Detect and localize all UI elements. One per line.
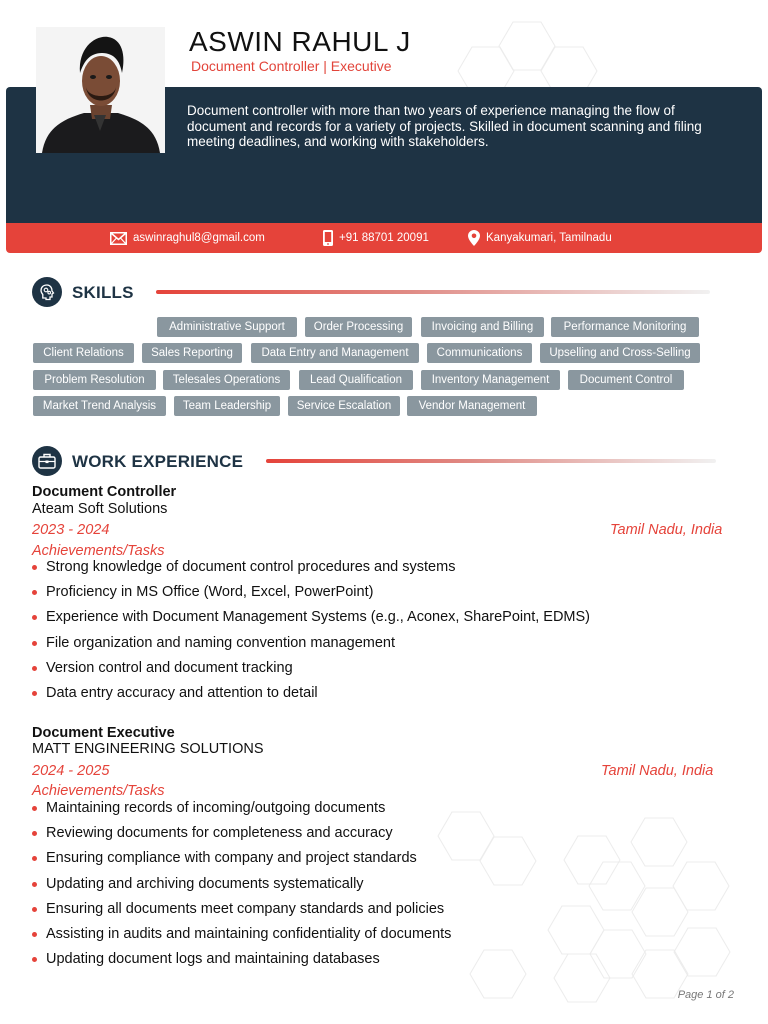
task-text: Ensuring all documents meet company standards and policies [46, 901, 445, 917]
skill-chip: Telesales Operations [163, 370, 290, 390]
bullet-dot [32, 907, 37, 912]
briefcase-icon [32, 446, 62, 476]
task-text: Ensuring compliance with company and project standards [46, 850, 417, 866]
task-item [32, 609, 590, 625]
work-experience-heading: WORK EXPERIENCE [72, 452, 244, 471]
task-text: Assisting in audits and maintaining confidentiality of documents [46, 926, 452, 942]
skill-chip: Service Escalation [288, 396, 400, 416]
bullet-dot [32, 932, 37, 937]
skill-chip: Data Entry and Management [251, 343, 419, 363]
envelope-icon [110, 232, 127, 245]
task-text: Version control and document tracking [46, 660, 293, 676]
job-title: Document Executive [32, 725, 175, 741]
bullet-dot [32, 831, 37, 836]
task-text: Maintaining records of incoming/outgoing documents [46, 800, 386, 816]
skill-chip: Performance Monitoring [551, 317, 699, 337]
task-item [32, 635, 395, 651]
skill-chip: Vendor Management [407, 396, 537, 416]
task-item [32, 685, 318, 701]
skill-chip: Problem Resolution [33, 370, 156, 390]
job-title: Document Controller [32, 484, 177, 500]
map-pin-icon [468, 230, 480, 246]
company-name: MATT ENGINEERING SOLUTIONS [32, 741, 264, 757]
tasks-label: Achievements/Tasks [32, 543, 165, 559]
skill-chip: Client Relations [33, 343, 134, 363]
contact-phone[interactable] [323, 229, 429, 247]
task-item [32, 559, 455, 575]
bullet-dot [32, 666, 37, 671]
job-location: Tamil Nadu, India [601, 763, 714, 779]
mobile-phone-icon [323, 230, 333, 246]
task-item [32, 825, 393, 841]
task-text: Updating and archiving documents systematically [46, 876, 364, 892]
task-text: Reviewing documents for completeness and accuracy [46, 825, 393, 841]
bullet-dot [32, 856, 37, 861]
task-item [32, 926, 451, 942]
task-item [32, 901, 444, 917]
skill-chip: Document Control [568, 370, 684, 390]
bullet-dot [32, 565, 37, 570]
task-item [32, 584, 373, 600]
skill-chip: Invoicing and Billing [421, 317, 544, 337]
bullet-dot [32, 641, 37, 646]
job-dates: 2023 - 2024 [32, 522, 110, 538]
task-item [32, 876, 364, 892]
phone-text: +91 88701 20091 [339, 232, 429, 244]
task-item [32, 951, 380, 967]
skill-chip: Lead Qualification [299, 370, 413, 390]
task-text: Strong knowledge of document control procedures and systems [46, 559, 456, 575]
page-number: Page 1 of 2 [677, 989, 734, 1001]
bullet-dot [32, 806, 37, 811]
job-location: Tamil Nadu, India [610, 522, 723, 538]
skill-chip: Market Trend Analysis [33, 396, 166, 416]
skills-heading: SKILLS [72, 283, 134, 302]
brain-gears-icon [32, 277, 62, 307]
tasks-label: Achievements/Tasks [32, 783, 165, 799]
email-text: aswinraghul8@gmail.com [133, 232, 265, 244]
profile-photo [36, 27, 165, 153]
task-item [32, 800, 385, 816]
task-text: Experience with Document Management Systems (e.g., Aconex, SharePoint, EDMS) [46, 609, 590, 625]
location-text: Kanyakumari, Tamilnadu [486, 232, 612, 244]
job-dates: 2024 - 2025 [32, 763, 110, 779]
bullet-dot [32, 957, 37, 962]
contact-location [468, 229, 612, 247]
skill-chip: Administrative Support [157, 317, 297, 337]
person-name: ASWIN RAHUL J [189, 26, 411, 57]
company-name: Ateam Soft Solutions [32, 501, 168, 517]
bullet-dot [32, 882, 37, 887]
task-item [32, 850, 417, 866]
skill-chip: Inventory Management [421, 370, 560, 390]
bullet-dot [32, 590, 37, 595]
contact-email[interactable] [110, 229, 265, 247]
task-text: Data entry accuracy and attention to detail [46, 685, 318, 701]
job-headline: Document Controller | Executive [191, 58, 392, 74]
task-text: File organization and naming convention management [46, 635, 396, 651]
bullet-dot [32, 691, 37, 696]
skill-chip: Communications [427, 343, 532, 363]
skill-chip: Order Processing [305, 317, 412, 337]
skill-chip: Sales Reporting [142, 343, 242, 363]
bullet-dot [32, 615, 37, 620]
task-text: Updating document logs and maintaining databases [46, 951, 380, 967]
skills-divider [156, 290, 710, 294]
work-experience-divider [266, 459, 716, 463]
task-text: Proficiency in MS Office (Word, Excel, PowerPoint) [46, 584, 374, 600]
skill-chip: Upselling and Cross-Selling [540, 343, 700, 363]
profile-summary: Document controller with more than two years of experience managing the flow of document and records for a variety of projects. Skilled in document scanning and filing meeting deadlines, and working with stakeholders. [187, 103, 702, 149]
task-item [32, 660, 293, 676]
skill-chip: Team Leadership [174, 396, 280, 416]
